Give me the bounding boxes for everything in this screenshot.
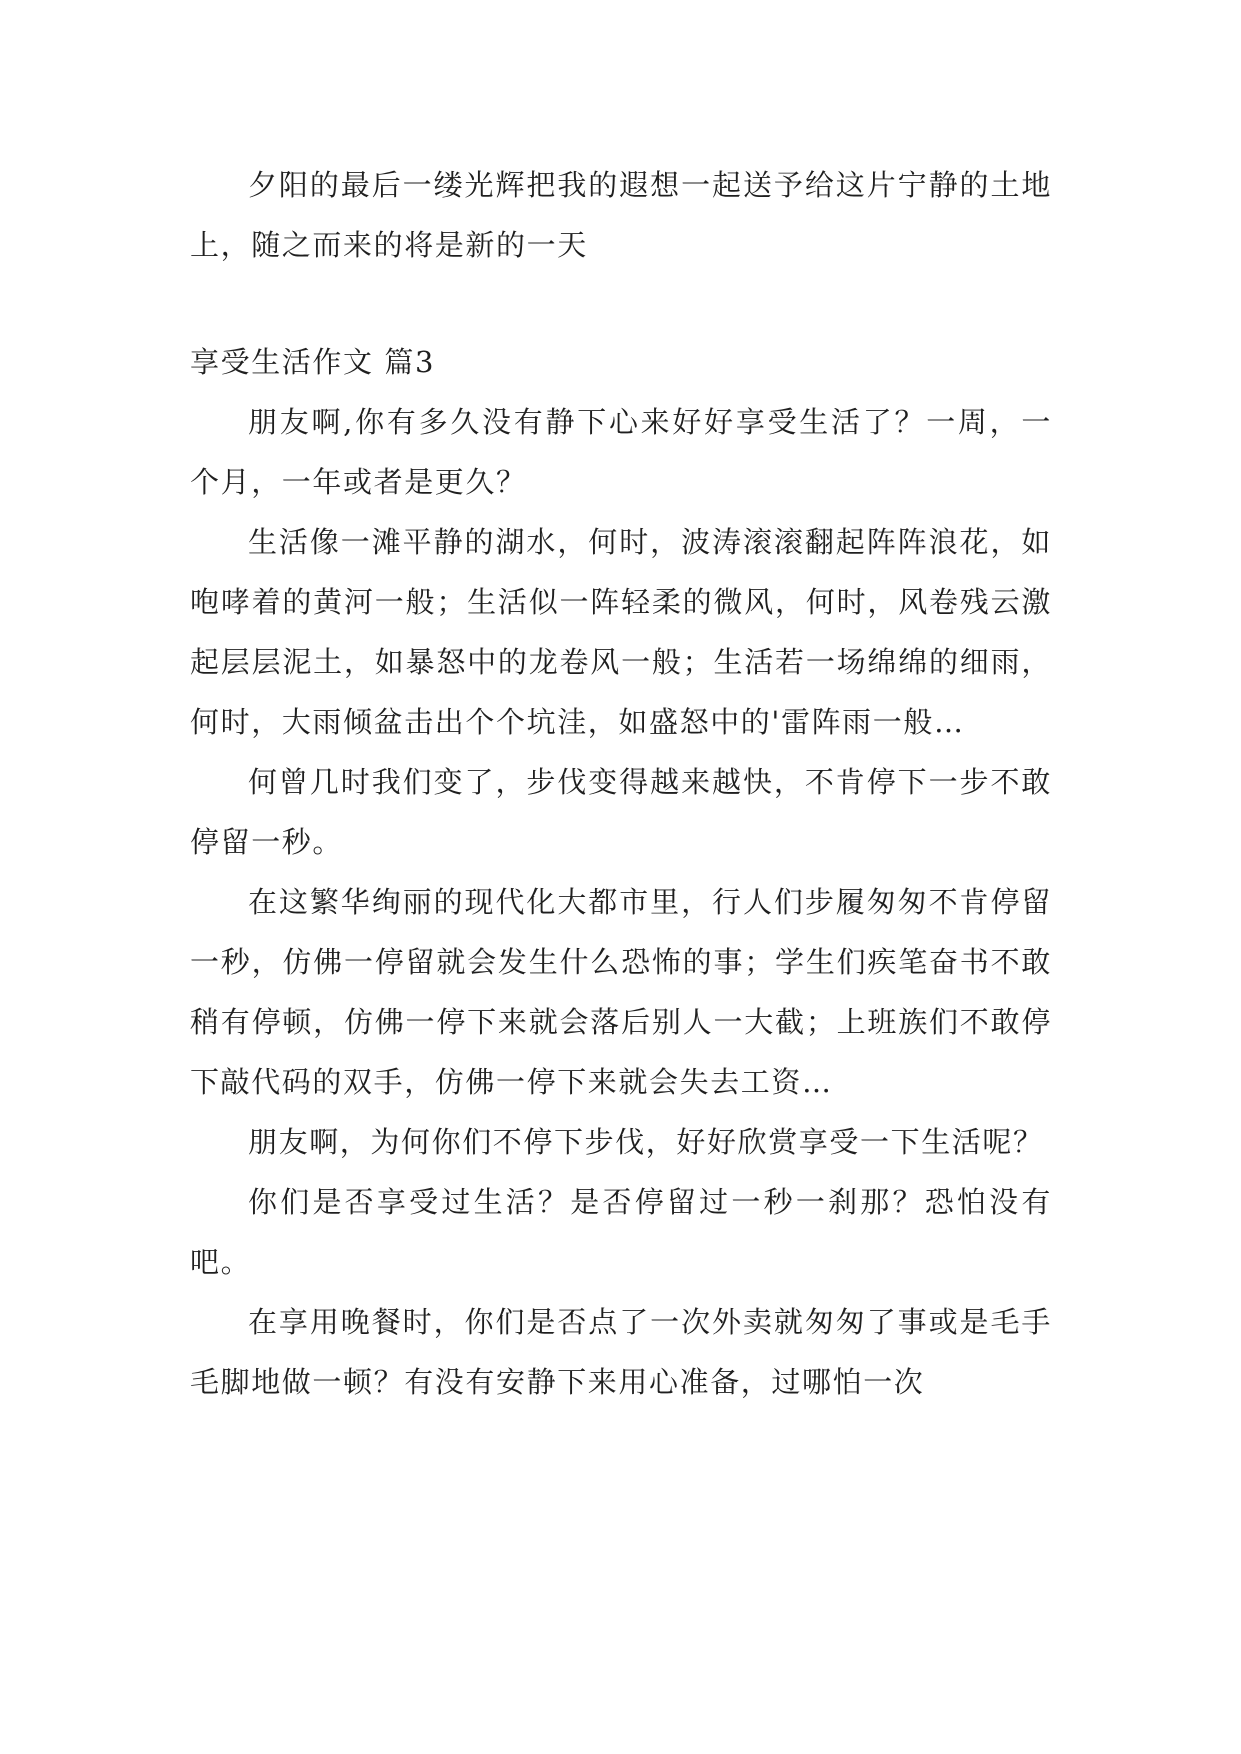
intro-paragraph: 夕阳的最后一缕光辉把我的遐想一起送予给这片宁静的土地上，随之而来的将是新的一天: [190, 168, 1052, 262]
section-heading: 享受生活作文 篇3: [190, 345, 436, 379]
paragraph: 在这繁华绚丽的现代化大都市里，行人们步履匆匆不肯停留一秒，仿佛一停留就会发生什么恐怖的事；学生们疾笔奋书不敢稍有停顿，仿佛一停下来就会落后别人一大截；上班族们不敢停下敲代码的双手，仿佛一停下来就会失去工资…: [190, 885, 1052, 1099]
paragraph: 朋友啊,你有多久没有静下心来好好享受生活了？一周，一个月，一年或者是更久？: [190, 405, 1052, 499]
paragraph: 朋友啊，为何你们不停下步伐，好好欣赏享受一下生活呢？: [248, 1125, 1044, 1159]
document-page: [190, 155, 1052, 1412]
paragraph: 生活像一滩平静的湖水，何时，波涛滚滚翻起阵阵浪花，如咆哮着的黄河一般；生活似一阵轻柔的微风，何时，风卷残云激起层层泥土，如暴怒中的龙卷风一般；生活若一场绵绵的细雨，何时，大雨倾盆击出个个坑洼，如盛怒中的'雷阵雨一般…: [190, 525, 1052, 739]
paragraph: 何曾几时我们变了，步伐变得越来越快，不肯停下一步不敢停留一秒。: [190, 765, 1052, 859]
paragraph: 在享用晚餐时，你们是否点了一次外卖就匆匆了事或是毛手毛脚地做一顿？有没有安静下来用心准备，过哪怕一次: [190, 1305, 1052, 1399]
paragraph: 你们是否享受过生活？是否停留过一秒一刹那？恐怕没有吧。: [190, 1185, 1052, 1279]
